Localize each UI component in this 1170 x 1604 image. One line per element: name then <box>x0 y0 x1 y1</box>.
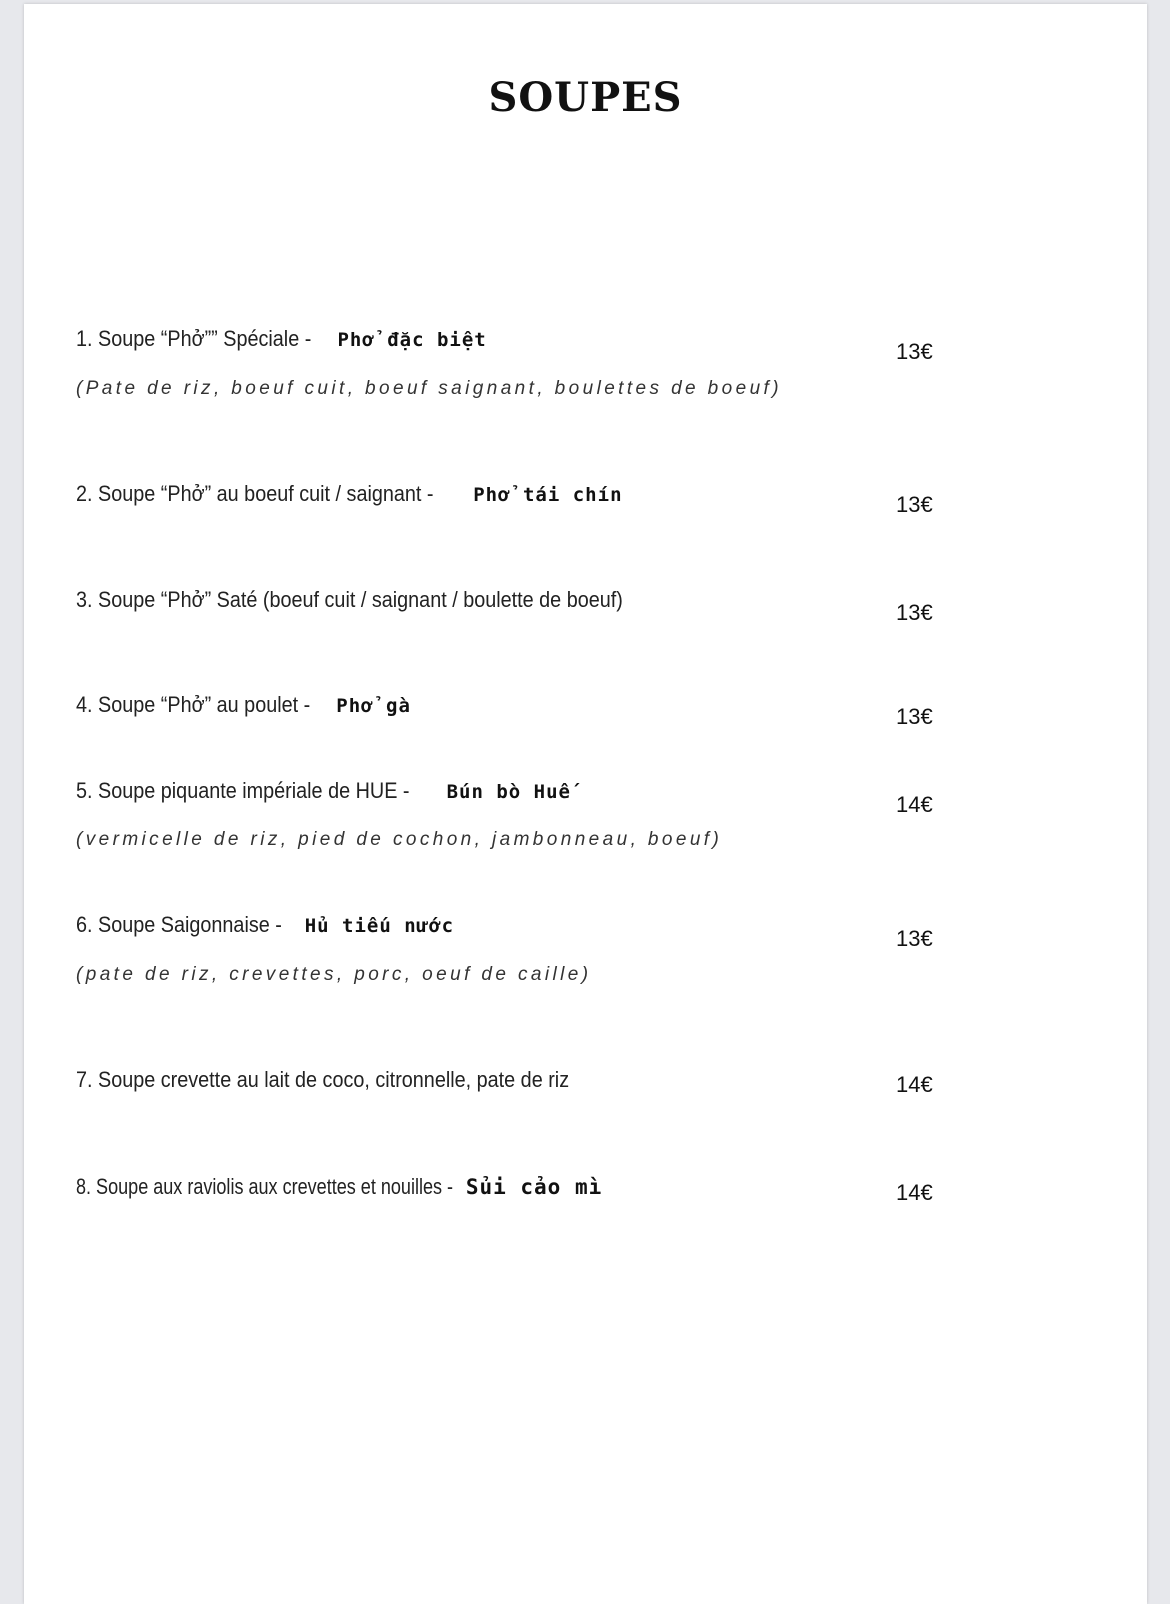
menu-item-6-name <box>76 912 454 938</box>
menu-item-6-description: (pate de riz, crevettes, porc, oeuf de caille) <box>76 964 592 985</box>
item-vietnamese-name: Sủi cảo mì <box>465 1175 603 1199</box>
item-vietnamese-name: Phở gà <box>336 695 411 717</box>
item-vietnamese-name: Bún bò Huế <box>446 781 571 803</box>
menu-item-2-price: 13€ <box>896 492 933 517</box>
item-french-name: 1. Soupe “Phở”” Spéciale - <box>76 326 312 351</box>
menu-item-8-name <box>76 1174 602 1200</box>
menu-item-3-price: 13€ <box>896 600 933 625</box>
menu-item-4-name <box>76 692 411 718</box>
menu-item-7-name <box>76 1067 624 1093</box>
menu-item-8-price: 14€ <box>896 1180 933 1205</box>
item-french-name: 2. Soupe “Phở” au boeuf cuit / saignant - <box>76 481 434 506</box>
item-vietnamese-name: Hủ tiếu nước <box>304 915 455 937</box>
item-french-name: 5. Soupe piquante impériale de HUE - <box>76 778 410 803</box>
menu-item-5-price: 14€ <box>896 792 933 817</box>
item-french-name: 3. Soupe “Phở” Saté (boeuf cuit / saignant / boulette de boeuf) <box>76 587 623 612</box>
item-vietnamese-name: Phở tái chín <box>473 484 623 506</box>
menu-item-1-description: (Pate de riz, boeuf cuit, boeuf saignant, boulettes de boeuf) <box>76 378 782 399</box>
item-french-name: 6. Soupe Saigonnaise - <box>76 912 282 937</box>
menu-item-3-name <box>76 587 684 613</box>
item-french-name: 7. Soupe crevette au lait de coco, citronnelle, pate de riz <box>76 1067 570 1092</box>
menu-item-1-name <box>76 326 487 352</box>
menu-item-5-name <box>76 778 571 804</box>
item-vietnamese-name: Phở đặc biệt <box>337 329 487 351</box>
menu-page <box>24 4 1147 1604</box>
item-french-name: 4. Soupe “Phở” au poulet - <box>76 692 311 717</box>
menu-item-1-price: 13€ <box>896 339 933 364</box>
menu-item-7-price: 14€ <box>896 1072 933 1097</box>
page-title: SOUPES <box>488 74 683 121</box>
menu-item-2-name <box>76 481 623 507</box>
menu-item-5-description: (vermicelle de riz, pied de cochon, jambonneau, boeuf) <box>76 829 723 850</box>
menu-item-6-price: 13€ <box>896 926 933 951</box>
menu-item-4-price: 13€ <box>896 704 933 729</box>
item-french-name: 8. Soupe aux raviolis aux crevettes et nouilles - <box>76 1174 454 1199</box>
